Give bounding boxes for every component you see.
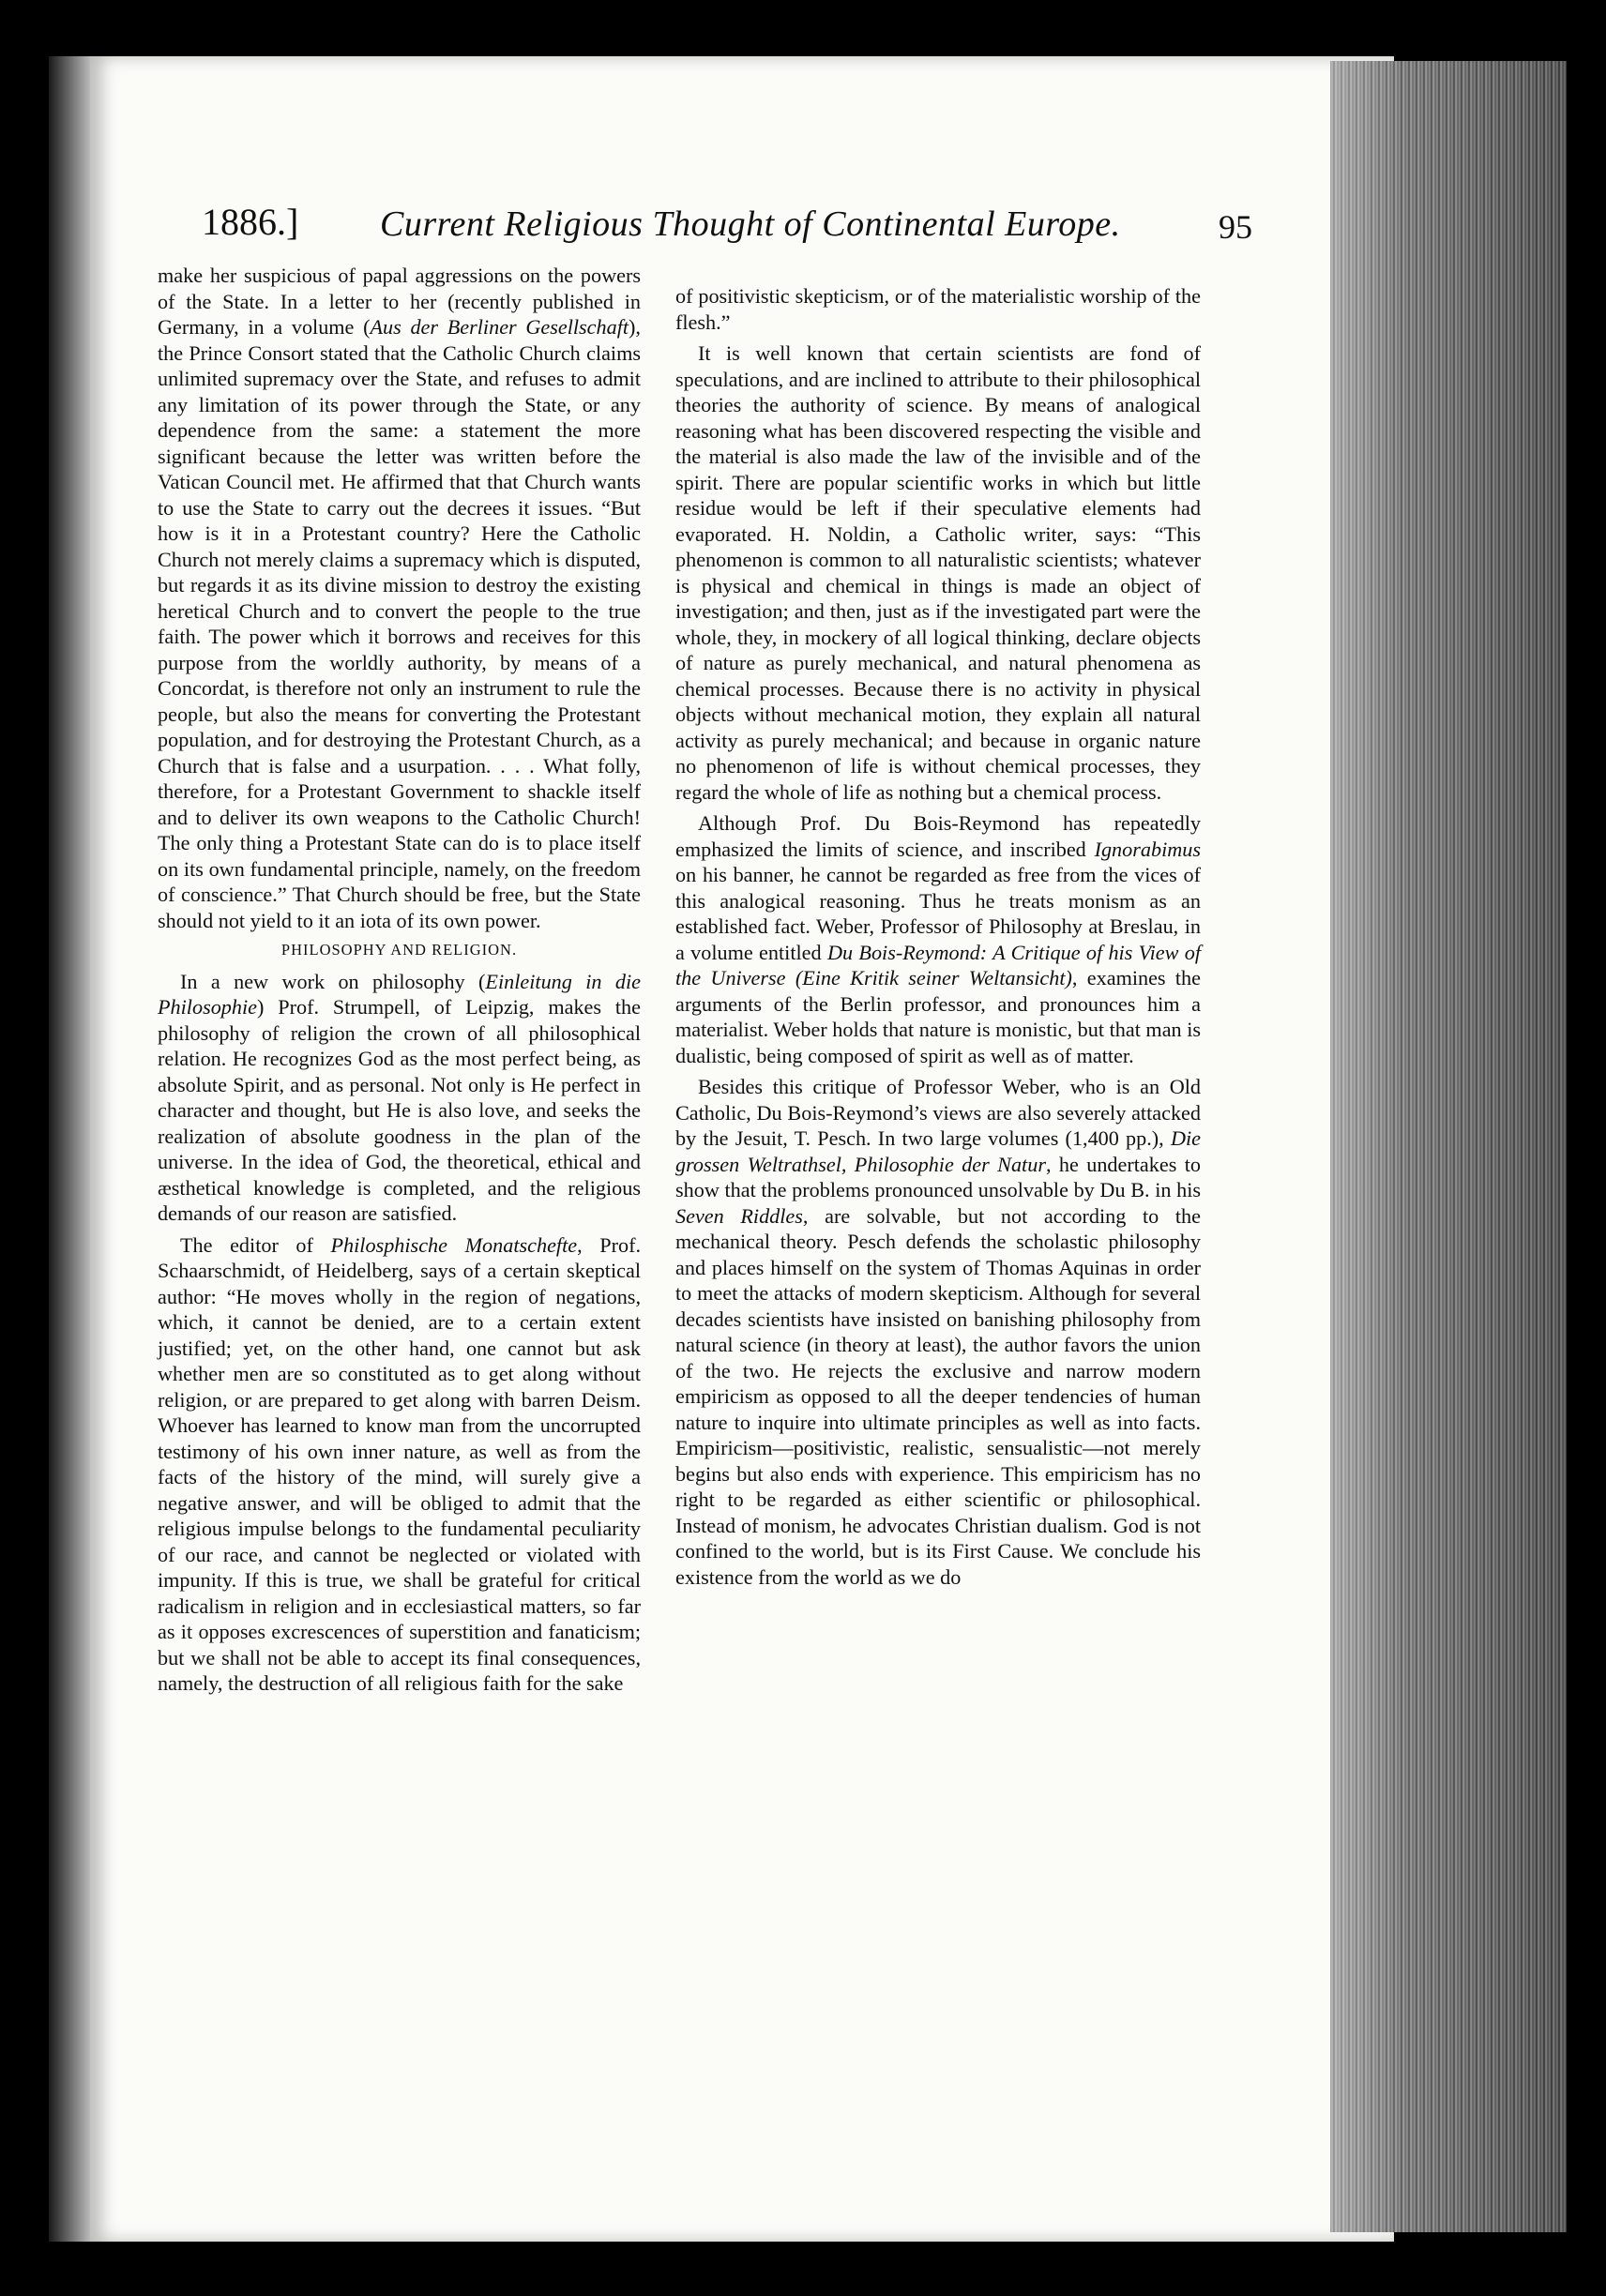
italic-title: Seven Riddles	[675, 1203, 803, 1228]
right-column	[675, 283, 1201, 1590]
text-run: The editor of	[180, 1232, 331, 1257]
page-edges-stack	[1330, 61, 1567, 2232]
header-title: Current Religious Thought of Continental Europe.	[380, 204, 1121, 244]
text-run: ), the Prince Consort stated that the Catholic Church claims unlimited supremacy over the State, and refuses to admit any limitation of its power through the State, or any dependence from the same: a statement the more significant because the letter was written before the Vatican Council met. He affirmed that that Church wants to use the State to carry out the decrees it issues. “But how is it in a Protestant country? Here the Catholic Church not merely claims a supremacy which is disputed, but regards it as its divine mission to destroy the existing heretical Church and to convert the people to the true faith. The power which it borrows and receives for this purpose from the worldly authority, by means of a Concordat, is therefore not only an instrument to rule the people, but also the means for converting the Protestant population, and for destroying the Protestant Church, as a Church that is false and a usurpation. . . . What folly, therefore, for a Protestant Government to shackle itself and to deliver its own weapons to the Catholic Church! The only thing a Protestant State can do is to place itself on its own fundamental principle, namely, on the freedom of conscience.” That Church should be free, but the State should not yield to it an iota of its own power.	[158, 315, 641, 932]
text-run: Although Prof. Du Bois-Reymond has repeatedly emphasized the limits of science, and inscribed	[675, 811, 1201, 861]
section-heading: PHILOSOPHY AND RELIGION.	[280, 941, 518, 959]
header-year: 1886.]	[202, 201, 299, 243]
text-run: make her suspicious of papal aggressions on the powers of the State. In a letter to her (recently published in Germany, in a volume (	[158, 264, 641, 339]
text-run: , he undertakes to show that the problems pronounced unsolvable by Du B. in his	[675, 1152, 1201, 1201]
left-column	[158, 263, 641, 1697]
right-paragraph-2: It is well known that certain scientists are fond of speculations, and are inclined to attribute to their philosophical theories the authority of science. By means of analogical reasoning what has been discovered respecting the visible and the material is also made the law of the invisible and of the spirit. There are popular scientific works in which but little residue would be left if their speculative elements had evaporated. H. Noldin, a Catholic writer, says: “This phenomenon is common to all naturalistic scientists; whatever is physical and chemical in things is made an object of investigation; and then, just as if the investigated part were the whole, they, in mockery of all logical thinking, declare objects of nature as purely mechanical, and natural phenomena as chemical processes. Because there is no activity in physical objects without mechanical motion, they explain all natural activity as purely mechanical; and because in organic nature no phenomenon of life is without chemical processes, they regard the whole of life as nothing but a chemical process.	[675, 341, 1201, 804]
italic-title: Ignorabimus	[1094, 837, 1201, 861]
left-paragraph-3	[158, 1232, 641, 1697]
text-run: on his banner, he cannot be regarded as free from the vices of this analogical reasoning. Thus he treats monism as an established fact. Weber, Professor of Philosophy at Breslau, in a volume entitled	[675, 863, 1201, 964]
italic-title: Philosphische Monatschefte	[330, 1232, 578, 1257]
text-run: Besides this critique of Professor Weber, who is an Old Catholic, Du Bois-Reymond’s views are also severely attacked by the Jesuit, T. Pesch. In two large volumes (1,400 pp.),	[675, 1075, 1201, 1150]
right-paragraph-3	[675, 810, 1201, 1068]
italic-title: Aus der Berliner Gesellschaft	[370, 315, 629, 339]
text-run: In a new work on philosophy (	[180, 969, 486, 993]
text-run: ) Prof. Strumpell, of Leipzig, makes the philosophy of religion the crown of all philosophical relation. He recognizes God as the most perfect being, as absolute Spirit, and as personal. Not only is He perfect in character and thought, but He is also love, and seeks the realization of absolute goodness in the plan of the universe. In the idea of God, the theoretical, ethical and æsthetical knowledge is completed, and the religious demands of our reason are satisfied.	[158, 995, 641, 1225]
italic-title: Die grossen Weltrathsel, Philosophie der Natur	[675, 1126, 1201, 1176]
text-run: , are solvable, but not according to the mechanical theory. Pesch defends the scholastic philosophy and places himself on the system of Thomas Aquinas in order to meet the attacks of modern skepticism. Although for several decades scientists have insisted on banishing philosophy from natural science (in theory at least), the author favors the union of the two. He rejects the exclusive and narrow modern empiricism as opposed to all the deeper tendencies of human nature to inquire into ultimate principles as well as into facts. Empiricism—positivistic, realistic, sensualistic—not merely begins but also ends with experience. This empiricism has no right to be regarded as either scientific or philosophical. Instead of monism, he advocates Christian dualism. God is not confined to the world, but is its First Cause. We conclude his existence from the world as we do	[675, 1203, 1201, 1589]
running-header	[202, 192, 1252, 249]
left-paragraph-2	[158, 969, 641, 1227]
italic-title: Einleitung in die Philosophie	[158, 969, 641, 1019]
text-run: , Prof. Schaarschmidt, of Heidelberg, says of a certain skeptical author: “He moves wholly in the region of negations, which, it cannot be denied, are to a certain extent justified; yet, on the other hand, one cannot but ask whether men are so constituted as to get along without religion, or are prepared to get along with barren Deism. Whoever has learned to know man from the uncorrupted testimony of his own inner nature, as well as from the facts of the history of the mind, will surely give a negative answer, and will be obliged to admit that the religious impulse belongs to the fundamental peculiarity of our race, and cannot be neglected or violated with impunity. If this is true, we shall be grateful for critical radicalism in religion and in ecclesiastical matters, so far as it opposes excrescences of superstition and fanaticism; but we shall not be able to accept its final consequences, namely, the destruction of all religious faith for the sake	[158, 1232, 642, 1695]
italic-title: Du Bois-Reymond: A Critique of his View of the Universe (Eine Kritik seiner Weltansicht)	[675, 940, 1201, 989]
text-run: , examines the arguments of the Berlin professor, and pronounces him a materialist. Weber holds that nature is monistic, but that man is dualistic, being composed of spirit as well as of matter.	[675, 966, 1201, 1067]
right-paragraph-1: of positivistic skepticism, or of the materialistic worship of the flesh.”	[675, 284, 1201, 334]
right-paragraph-4	[675, 1074, 1201, 1590]
page-number: 95	[1219, 208, 1252, 246]
left-paragraph-1	[158, 263, 641, 933]
